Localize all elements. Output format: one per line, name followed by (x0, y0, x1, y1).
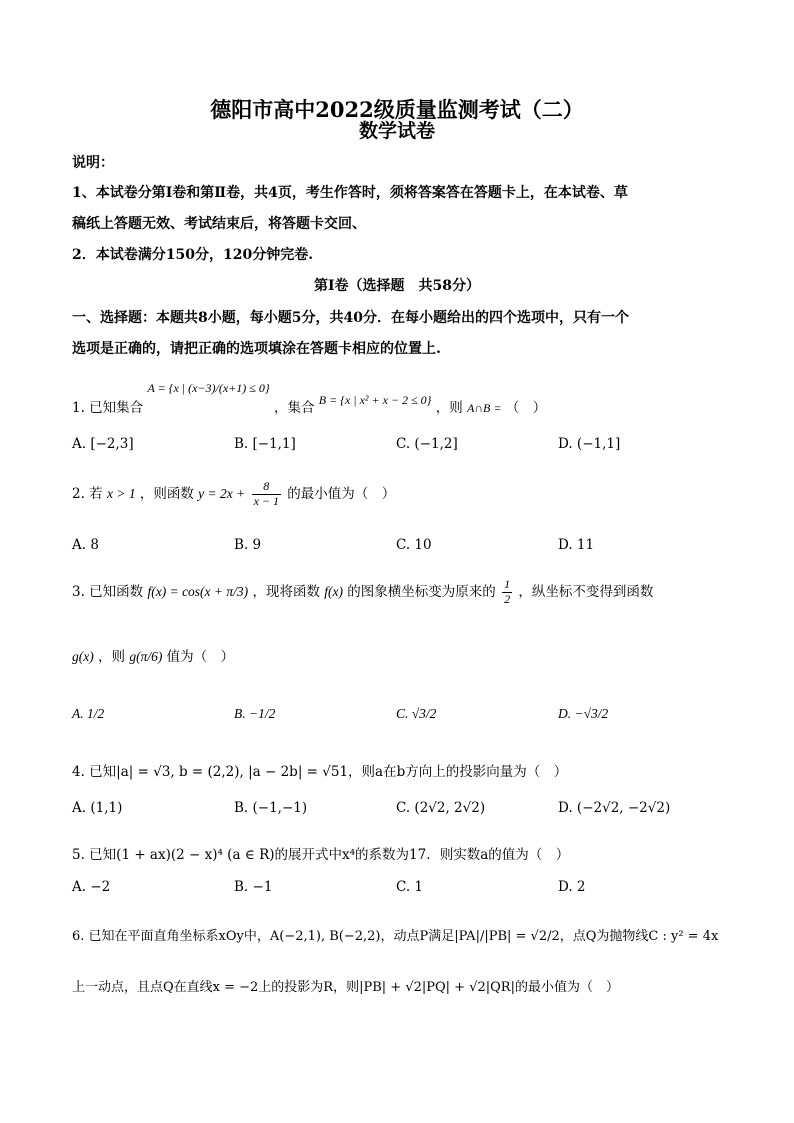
q3-half-numerator: 1 (504, 577, 511, 591)
q3-part: ，则 (98, 649, 126, 665)
q2-part: 2. 若 (72, 485, 103, 502)
q1-option-a: A. [−2,3] (72, 436, 134, 452)
q2-fraction-denominator: x − 1 (253, 493, 279, 508)
q3-function: f(x) = cos(x + π/3) (147, 583, 249, 599)
q1-option-b: B. [−1,1] (234, 436, 296, 452)
q2-function-lhs: y = 2x + (198, 485, 246, 501)
instruction-item-2: 2．本试卷满分150分，120分钟完卷. (72, 247, 314, 263)
q5-option-c: C. 1 (396, 879, 424, 895)
q1-part: 1. 已知集合 (72, 400, 144, 416)
question-6-stem-line-1: 6. 已知在平面直角坐标系xOy中，A(−2,1), B(−2,2)，动点P满足|PA|/|PB| = √2/2，点Q为抛物线C : y² = 4x (72, 929, 719, 944)
question-3-stem-line-1 (72, 578, 653, 607)
q3-option-b: B. −1/2 (234, 706, 276, 721)
q2-option-d: D. 11 (558, 537, 595, 553)
q3-gx: g(x) (72, 649, 94, 664)
section-heading: 第Ⅰ卷（选择题 共58分） (313, 278, 481, 294)
q5-option-a: A. −2 (72, 879, 111, 895)
q1-part: ，集合 (273, 400, 315, 416)
q2-option-b: B. 9 (234, 537, 262, 553)
q2-fraction (252, 480, 281, 509)
q2-condition: x > 1 (106, 485, 136, 501)
q2-part: 的最小值为（ ） (287, 485, 396, 502)
question-6-stem-line-2: 上一动点，且点Q在直线x = −2上的投影为R，则|PB| + √2|PQ| + √2|QR|的最小值为（ ） (72, 980, 619, 995)
question-1-stem (72, 381, 547, 416)
q2-part: ，则函数 (139, 485, 194, 502)
exam-title: 德阳市高中2022级质量监测考试（二） (210, 97, 584, 122)
q1-op: A∩B = (467, 401, 502, 415)
q3-part: ，现将函数 (252, 583, 320, 600)
q3-option-a: A. 1/2 (72, 706, 105, 721)
q3-option-d: D. −√3/2 (558, 706, 609, 721)
q3-option-c: C. √3/2 (396, 706, 437, 721)
q1-set-a: A = {x | (x−3)/(x+1) ≤ 0} (147, 381, 270, 395)
instruction-item-1-line-1: 1、本试卷分第Ⅰ卷和第Ⅱ卷，共4页，考生作答时，须将答案答在答题卡上，在本试卷、草 (72, 185, 628, 201)
section-intro-line-1: 一、选择题：本题共8小题，每小题5分，共40分．在每小题给出的四个选项中，只有一个 (72, 310, 629, 326)
q1-set-b: B = {x | x² + x − 2 ≤ 0} (318, 393, 432, 407)
instructions-label: 说明： (72, 155, 114, 171)
q3-half-fraction (502, 578, 512, 607)
question-2-stem (72, 480, 395, 509)
q2-fraction-numerator: 8 (252, 480, 281, 495)
q3-part: 的图象横坐标变为原来的 (347, 583, 496, 600)
q3-g-pi6: g(π/6) (129, 649, 163, 664)
q4-option-a: A. (1,1) (72, 800, 123, 816)
question-4-stem: 4. 已知|a| = √3, b = (2,2), |a − 2b| = √51，则a在b方向上的投影向量为（ ） (72, 764, 568, 780)
q2-option-a: A. 8 (72, 537, 99, 553)
q4-option-d: D. (−2√2, −2√2) (558, 800, 671, 816)
exam-subtitle: 数学试卷 (358, 120, 435, 142)
q4-option-c: C. (2√2, 2√2) (396, 800, 486, 816)
q1-part: ，则 (435, 400, 463, 416)
q5-option-d: D. 2 (558, 879, 586, 895)
question-5-stem: 5. 已知(1 + ax)(2 − x)⁴ (a ∈ R)的展开式中x⁴的系数为17．则实数a的值为（ ） (72, 847, 570, 863)
q5-option-b: B. −1 (234, 879, 273, 895)
q3-part: ，纵坐标不变得到函数 (518, 583, 654, 600)
q1-option-d: D. (−1,1] (558, 436, 621, 452)
question-3-stem-line-2 (72, 645, 234, 665)
q1-part: （ ） (505, 400, 547, 416)
q2-option-c: C. 10 (396, 537, 432, 553)
q4-option-b: B. (−1,−1) (234, 800, 308, 816)
q3-part: 值为（ ） (166, 649, 235, 665)
q3-part: 3. 已知函数 (72, 583, 144, 600)
q3-fx: f(x) (324, 583, 343, 599)
instruction-item-1-line-2: 稿纸上答题无效、考试结束后，将答题卡交回、 (72, 216, 366, 232)
section-intro-line-2: 选项是正确的，请把正确的选项填涂在答题卡相应的位置上. (72, 341, 441, 357)
q3-half-denominator: 2 (504, 591, 511, 606)
q1-option-c: C. (−1,2] (396, 436, 458, 452)
